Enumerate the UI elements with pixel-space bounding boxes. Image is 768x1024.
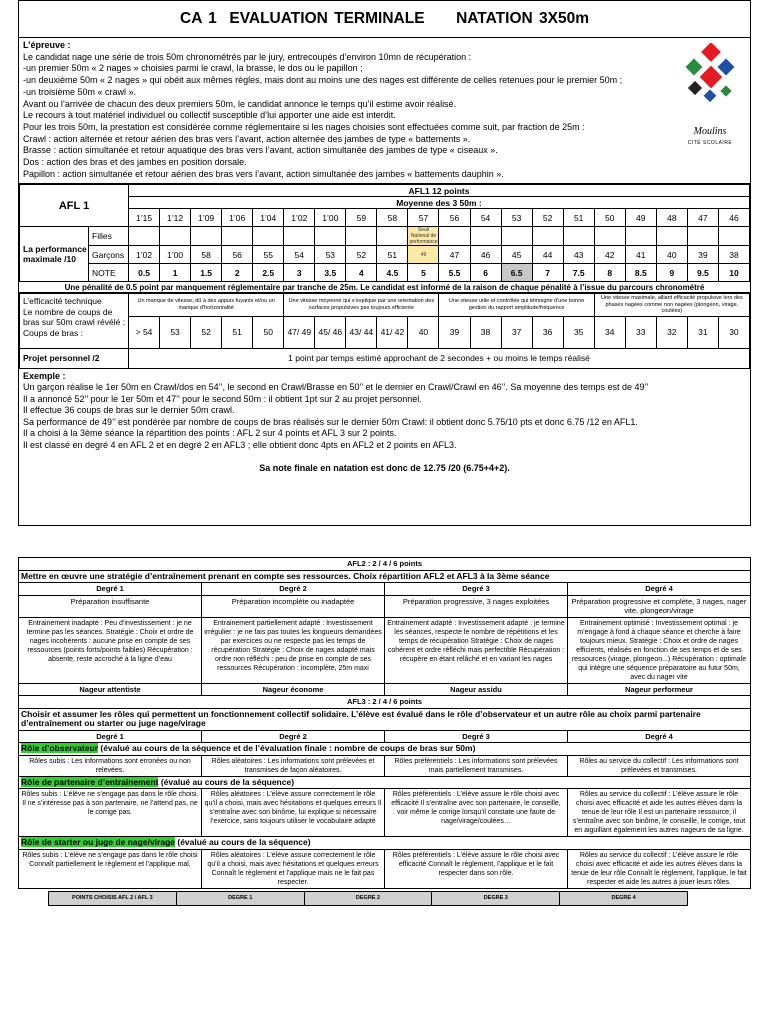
time-cell: 50: [594, 209, 625, 227]
coups-cell: 40: [408, 316, 439, 348]
example-line: Sa performance de 49’’ est pondérée par nombre de coups de bras réalisés sur le dernier 50m Crawl: il obtient donc 5.75/10 pts et donc 6.75 /12 en AFL1.: [23, 416, 638, 427]
garcons-cell: 49: [408, 246, 439, 264]
prep-cell: Préparation progressive et complète, 3 nages, nager vite, plongeon/virage: [568, 595, 751, 617]
degree-header: Degré 4: [568, 583, 751, 596]
time-cell: 1’12: [160, 209, 191, 227]
intro-line: Papillon : action simultanée et retour aérien des bras vers l’avant, action simultanée des jambes « battements dauphin ».: [23, 168, 504, 179]
coups-cell: 38: [470, 316, 501, 348]
note-cell: 1.5: [191, 264, 222, 282]
time-cell: 1’09: [191, 209, 222, 227]
filles-cell: [656, 227, 687, 246]
intro-line: Dos : action des bras et des jambes en position dorsale.: [23, 157, 247, 168]
note-cell: 9.5: [687, 264, 718, 282]
filles-cell: [160, 227, 191, 246]
profile-label: Nageur performeur: [568, 683, 751, 696]
entrainement-cell: Entrainement inadapté : Peu d’investissement : je ne termine pas les séances. Stratégie : Choix et ordre de nages incohérents : aucune prise en compte de ses ressources (points forts/points faibles) Récupération : absente, reste accroché à la ligne d’eau: [19, 617, 202, 683]
role-eval-note: (évalué au cours de la séquence): [175, 837, 311, 847]
note-cell: 5: [408, 264, 439, 282]
time-cell: 49: [625, 209, 656, 227]
filles-cell: [625, 227, 656, 246]
example-line: Il a annoncé 52’’ pour le 1er 50m et 47’’ pour le second 50m : il obtient 1pt sur 2 au projet personnel.: [23, 393, 422, 404]
time-cell: 56: [439, 209, 470, 227]
coups-cell: 32: [656, 316, 687, 348]
garcons-cell: 39: [687, 246, 718, 264]
role-cell: Rôles au service du collectif : L’élève assure le rôle choisi avec efficacité et aide les autres élèves dans la tenue de leur rôle Il est un partenaire ressource, il s’entraîne avec son binôme, le conseille, le corrige, tout en aiguillant également les autres nageurs de sa ligne.: [568, 789, 751, 837]
note-cell: 2.5: [253, 264, 284, 282]
logo-subtitle: CITÉ SCOLAIRE: [687, 140, 733, 146]
garcons-cell: 42: [594, 246, 625, 264]
filles-cell: [501, 227, 532, 246]
garcons-cell: 40: [656, 246, 687, 264]
note-cell: 9: [656, 264, 687, 282]
afl3-subtitle: Choisir et assumer les rôles qui permettent un fonctionnement collectif solidaire. L’élève est évalué dans le rôle d’observateur et un autre rôle au choix parmi partenaire d’entraînement ou starter ou juge nage/virage: [19, 708, 751, 730]
evaluation-sheet-page-1: [18, 0, 751, 526]
filles-cell: [191, 227, 222, 246]
tech-desc-1: Un manque de vitesse, dû à des appuis fuyants et/ou un manque d’horizontalité: [129, 294, 284, 317]
garcons-cell: 56: [222, 246, 253, 264]
role-header: [19, 837, 751, 850]
afl2-subtitle: Mettre en œuvre une stratégie d’entraînement prenant en compte ses ressources. Choix répartition AFL2 et AFL3 à la 3ème séance: [19, 570, 751, 583]
degree-header: Degré 2: [202, 730, 385, 743]
coups-cell: 34: [594, 316, 625, 348]
role-name: Rôle de starter ou juge de nage/virage: [21, 837, 175, 847]
coups-cell: 39: [439, 316, 470, 348]
note-cell: 8: [594, 264, 625, 282]
afl1-grid: [19, 184, 750, 282]
garcons-cell: 46: [470, 246, 501, 264]
afl2-header: AFL2 : 2 / 4 / 6 points: [19, 558, 751, 571]
garcons-label: Garçons: [89, 246, 129, 264]
note-cell: 4.5: [377, 264, 408, 282]
role-cell: Rôles aléatoires : L’élève assure correctement le rôle qu’il a choisi, mais avec hésitations et quelques erreurs Connaît le règlement et l’applique mais ne le fait pas respecter.: [202, 849, 385, 888]
degree-header: Degré 2: [202, 583, 385, 596]
intro-line: -un premier 50m « 2 nages » choisies parmi le crawl, la brasse, le dos ou le papillon ;: [23, 63, 363, 74]
time-cell: 1’06: [222, 209, 253, 227]
example-line: Il a choisi à la 3ème séance la répartition des points : AFL 2 sur 4 points et AFL 3 sur 2 points.: [23, 428, 397, 439]
performance-label: La performance maximale /10: [20, 227, 89, 282]
footer-cell: DEGRE 1: [176, 891, 304, 905]
footer-cell: DEGRE 3: [432, 891, 560, 905]
coups-cell: 41/ 42: [377, 316, 408, 348]
footer-cell: POINTS CHOISIS AFL 2 / AFL 3: [49, 891, 177, 905]
time-cell: 46: [718, 209, 749, 227]
garcons-cell: 1’02: [129, 246, 160, 264]
afl1-label: AFL 1: [20, 185, 129, 227]
role-cell: Rôles subis : Les informations sont erronées ou non relevées.: [19, 755, 202, 776]
role-eval-note: (évalué au cours de la séquence): [158, 776, 295, 787]
filles-cell: [377, 227, 408, 246]
moyenne-header: Moyenne des 3 50m :: [129, 197, 750, 209]
prep-cell: Préparation incomplète ou inadaptée: [202, 595, 385, 617]
entrainement-cell: Entrainement optimisé : Investissement optimal : je m’engage à fond à chaque séance et cherche à faire toujours mieux. Stratégie : Choix et ordre de nages efficients, réalisés en fonction de ses temps et de ses ressources (virage, plongeon...) Récupération : optimale qui intègre une séquence préparatoire au futur 50m, avec du nager vite: [568, 617, 751, 683]
garcons-cell: 47: [439, 246, 470, 264]
garcons-cell: 1’00: [160, 246, 191, 264]
filles-cell: [222, 227, 253, 246]
time-cell: 1’04: [253, 209, 284, 227]
role-name: Rôle d’observateur: [21, 743, 98, 753]
note-cell: 8.5: [625, 264, 656, 282]
note-cell: 4: [346, 264, 377, 282]
entrainement-cell: Entrainement partiellement adapté : Investissement irrégulier : je ne fais pas toutes les longueurs demandées par exercices ou ne respecte pas les temps de récupération Stratégie : Choix de nages adapté mais ordre non réfléchi : peu de prise en compte de ses ressources Récupération : incomplète, 25m maxi: [202, 617, 385, 683]
profile-label: Nageur économe: [202, 683, 385, 696]
degree-header: Degré 1: [19, 730, 202, 743]
note-cell: 6.5: [501, 264, 532, 282]
note-cell: 6: [470, 264, 501, 282]
garcons-cell: 38: [718, 246, 749, 264]
role-cell: Rôles préférentiels : L’élève assure le rôle choisi avec efficacité Il s’entraîne avec son partenaire, le conseille, voir même le corrige lorsqu’il constate une faute de nage/virage/coulées…: [385, 789, 568, 837]
coups-cell: 35: [563, 316, 594, 348]
time-cell: 1’00: [315, 209, 346, 227]
intro-line: -un deuxième 50m « 2 nages » qui obéit aux mêmes règles, mais dont au moins une des nages est différente de celles retenues pour le premier 50m ;: [23, 75, 623, 86]
filles-cell: [253, 227, 284, 246]
footer-cell: DEGRE 2: [304, 891, 432, 905]
note-cell: 3.5: [315, 264, 346, 282]
filles-cell: [687, 227, 718, 246]
role-cell: Rôles préférentiels : L’élève assure le rôle choisi avec efficacité Connaît le règlement, l’applique et le fait respecter dans son rôle.: [385, 849, 568, 888]
intro-line: Le recours à tout matériel individuel ou collectif susceptible d’lui apporter une aide est interdit.: [23, 110, 396, 121]
role-cell: Rôles subis : L’élève ne s’engage pas dans le rôle choisi. Il ne s’intéresse pas à son partenaire, ne l’attend pas, ne le corrige pas.: [19, 789, 202, 837]
coups-cell: 43/ 44: [346, 316, 377, 348]
evaluation-sheet-page-2: [18, 557, 751, 1013]
garcons-cell: 45: [501, 246, 532, 264]
degree-header: Degré 3: [385, 730, 568, 743]
note-cell: 5.5: [439, 264, 470, 282]
footer-cell: DEGRE 4: [560, 891, 688, 905]
role-cell: Rôles subis : L’élève ne s’engage pas dans le rôle choisi Connaît partiellement le règlement et l’applique mal.: [19, 849, 202, 888]
prep-cell: Préparation progressive, 3 nages exploitées: [385, 595, 568, 617]
tech-desc-4: Une vitesse maximale, alliant efficacité propulsive lors des phases nagées comme non nagées (plongeon, virage, coulées): [594, 294, 749, 317]
coups-cell: > 54: [129, 316, 160, 348]
role-cell: Rôles au service du collectif : Les informations sont prélevées et transmises.: [568, 755, 751, 776]
note-cell: 10: [718, 264, 749, 282]
afl2-grid: [18, 557, 751, 889]
time-cell: 58: [377, 209, 408, 227]
technique-grid: [19, 293, 750, 369]
school-logo-icon: [684, 43, 736, 121]
degree-header: Degré 3: [385, 583, 568, 596]
filles-cell: [315, 227, 346, 246]
coups-cell: 53: [160, 316, 191, 348]
example-line: Exemple :: [23, 370, 66, 381]
coups-cell: 52: [191, 316, 222, 348]
time-cell: 48: [656, 209, 687, 227]
time-cell: 51: [563, 209, 594, 227]
seuil-filles: Seuil National de performance: [409, 227, 438, 245]
garcons-cell: 51: [377, 246, 408, 264]
profile-label: Nageur assidu: [385, 683, 568, 696]
time-cell: 52: [532, 209, 563, 227]
note-cell: 7.5: [563, 264, 594, 282]
coups-cell: 47/ 49: [284, 316, 315, 348]
technique-label: L’efficacité technique Le nombre de coups de bras sur 50m crawl révélé : Coups de bras :: [20, 294, 129, 349]
role-header: [19, 743, 751, 756]
filles-cell: [718, 227, 749, 246]
projet-label: Projet personnel /2: [20, 348, 129, 368]
garcons-cell: 41: [625, 246, 656, 264]
page-title: CA 1 EVALUATION TERMINALE NATATION 3X50m: [19, 1, 750, 38]
projet-rule: 1 point par temps estimé approchant de 2 secondes + ou moins le temps réalisé: [129, 348, 750, 368]
filles-cell: [563, 227, 594, 246]
coups-cell: 36: [532, 316, 563, 348]
garcons-cell: 55: [253, 246, 284, 264]
time-cell: 1’02: [284, 209, 315, 227]
coups-cell: 31: [687, 316, 718, 348]
role-cell: Rôles préférentiels : Les informations sont prélevées mais partiellement transmises.: [385, 755, 568, 776]
note-cell: 3: [284, 264, 315, 282]
intro-line: Le candidat nage une série de trois 50m chronométrés par le jury, entrecoupés d’environ 10mn de récupération :: [23, 51, 472, 62]
filles-cell: [129, 227, 160, 246]
filles-label: Filles: [89, 227, 129, 246]
tech-desc-3: Une vitesse utile et contrôlée qui témoigne d’une bonne gestion du rapport amplitude/fréquence: [439, 294, 594, 317]
filles-cell: [594, 227, 625, 246]
coups-cell: 50: [253, 316, 284, 348]
note-cell: 1: [160, 264, 191, 282]
garcons-cell: 44: [532, 246, 563, 264]
intro-line: Avant ou l’arrivée de chacun des deux premiers 50m, le candidat annonce le temps qu’il estime avoir réalisé.: [23, 98, 457, 109]
points-footer: [48, 891, 688, 906]
final-grade: Sa note finale en natation est donc de 12.75 /20 (6.75+4+2).: [259, 462, 510, 473]
garcons-cell: 52: [346, 246, 377, 264]
intro-line: L’épreuve :: [23, 40, 71, 50]
coups-cell: 45/ 46: [315, 316, 346, 348]
time-cell: 57: [408, 209, 439, 227]
intro-line: Brasse : action simultanée et retour aquatique des bras vers l’avant, action simultanée des jambes de type « ciseaux ».: [23, 145, 498, 156]
example-line: Un garçon réalise le 1er 50m en Crawl/dos en 54’’, le second en Crawl/Brasse en 50’’ et le dernier en Crawl/Crawl en 46’’. Sa moyenne des temps est de 49’’: [23, 382, 649, 393]
garcons-cell: 58: [191, 246, 222, 264]
filles-cell: [284, 227, 315, 246]
filles-cell: [470, 227, 501, 246]
intro-line: -un troisième 50m « crawl ».: [23, 86, 137, 97]
coups-cell: 30: [718, 316, 749, 348]
role-name: Rôle de partenaire d’entraînement: [21, 776, 159, 787]
time-cell: 53: [501, 209, 532, 227]
role-eval-note: (évalué au cours de la séquence et de l’évaluation finale : nombre de coups de bras sur 50m): [98, 743, 476, 753]
example-line: Il effectue 36 coups de bras sur le dernier 50m crawl.: [23, 405, 235, 416]
degree-header: Degré 4: [568, 730, 751, 743]
note-cell: 7: [532, 264, 563, 282]
coups-cell: 37: [501, 316, 532, 348]
intro-line: Crawl : action alternée et retour aérien des bras vers l’avant, action alternée des jambes de type « battements ».: [23, 133, 471, 144]
penalty-rule: Une pénalité de 0.5 point par manquement réglementaire par tranche de 25m. Le candidat est informé de la raison de chaque pénalité à l’issue du parcours chronométré: [19, 282, 750, 293]
garcons-cell: 43: [563, 246, 594, 264]
epreuve-description: [19, 38, 750, 184]
role-cell: Rôles au service du collectif : L’élève assure le rôle choisi avec efficacité et aide les autres élèves dans la tenue de leur rôle Connaît le règlement, l’applique, le fait respecter et aide les autres à jouer leurs rôles.: [568, 849, 751, 888]
role-cell: Rôles aléatoires : L’élève assure correctement le rôle qu’il a choisi, mais avec hésitations et quelques erreurs Il s’entraîne avec son binôme, lui explique si nécessaire l’exercice, sans toujours utiliser le vocabulaire adapté: [202, 789, 385, 837]
example-section: [19, 369, 750, 477]
time-cell: 47: [687, 209, 718, 227]
intro-line: Pour les trois 50m, la prestation est considérée comme réglementaire si les nages choisies sont effectuées comme suit, par fraction de 25m :: [23, 121, 585, 132]
garcons-cell: 54: [284, 246, 315, 264]
afl1-header: AFL1 12 points: [129, 185, 750, 197]
time-cell: 1’15: [129, 209, 160, 227]
filles-cell: [439, 227, 470, 246]
note-cell: 0.5: [129, 264, 160, 282]
logo-name: Moulins: [693, 126, 727, 137]
degree-header: Degré 1: [19, 583, 202, 596]
time-cell: 54: [470, 209, 501, 227]
role-cell: Rôles aléatoires : Les informations sont prélevées et transmises de façon aléatoires.: [202, 755, 385, 776]
entrainement-cell: Entrainement adapté : Investissement adapté : je termine les séances, respecte le nombre de répétitions et les temps de récupération Stratégie : Choix de nages cohérent et ordre réfléchi mais perfectible Récupération : récupère en étant relâché et en variant les nages: [385, 617, 568, 683]
note-cell: 2: [222, 264, 253, 282]
prep-cell: Préparation insuffisante: [19, 595, 202, 617]
example-line: Il est classé en degré 4 en AFL 2 et en degré 2 en AFL3 ; elle obtient donc 4pts en AFL2 et 2 points en AFL3.: [23, 440, 457, 451]
role-header: [19, 776, 751, 789]
afl3-header: AFL3 : 2 / 4 / 6 points: [19, 696, 751, 709]
filles-cell: [346, 227, 377, 246]
filles-cell: [532, 227, 563, 246]
profile-label: Nageur attentiste: [19, 683, 202, 696]
tech-desc-2: Une vitesse moyenne qui s’explique par une orientation des surfaces propulsives pas toujours efficiente: [284, 294, 439, 317]
coups-cell: 33: [625, 316, 656, 348]
time-cell: 59: [346, 209, 377, 227]
note-label: NOTE: [89, 264, 129, 282]
coups-cell: 51: [222, 316, 253, 348]
garcons-cell: 53: [315, 246, 346, 264]
